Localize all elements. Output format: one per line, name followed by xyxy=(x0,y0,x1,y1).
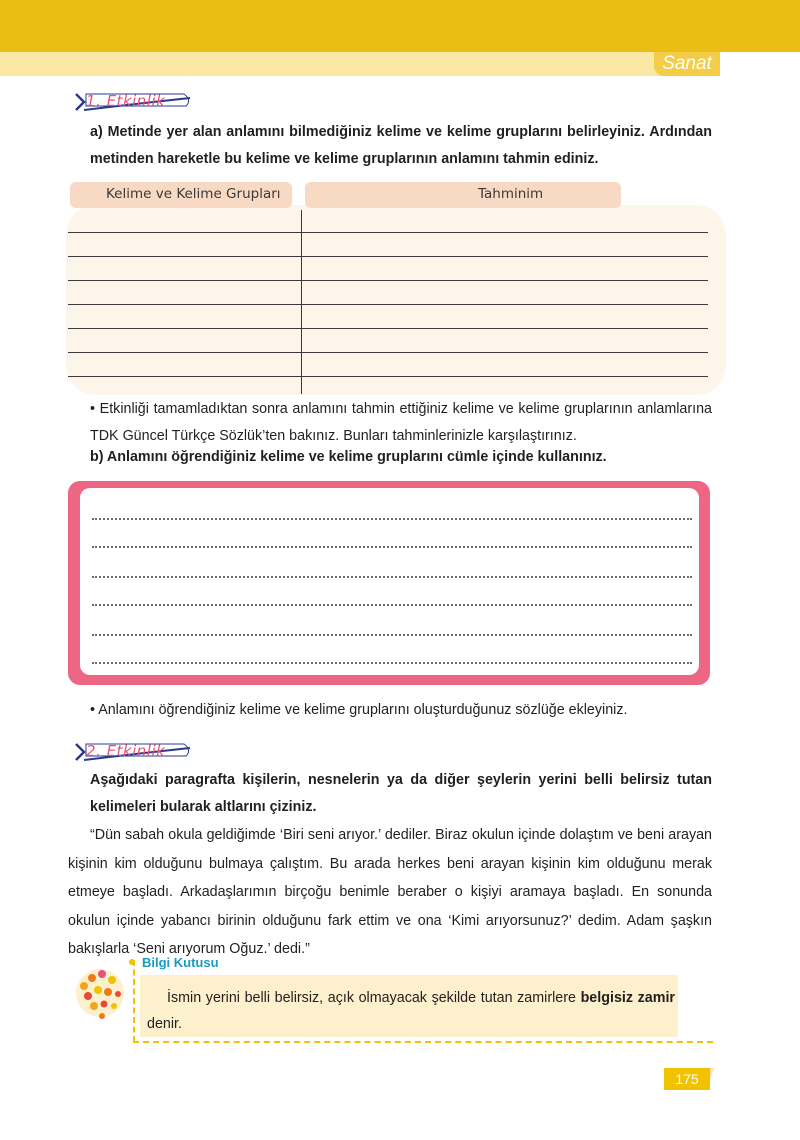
table-row-line xyxy=(68,280,708,281)
activity2-title-text: 2. Etkinlik xyxy=(86,742,166,760)
col2-brush xyxy=(305,182,621,208)
writing-line[interactable] xyxy=(92,576,692,578)
info-box-dashed-border xyxy=(133,960,135,1042)
table-divider xyxy=(301,210,302,394)
table-row-line xyxy=(68,376,708,377)
info-bubbles-icon xyxy=(74,962,130,1024)
info-text-part: İsmin yerini belli belirsiz, açık olmayacak şekilde tutan zamirlere xyxy=(167,990,581,1006)
writing-box[interactable] xyxy=(80,488,699,675)
table-row-line xyxy=(68,232,708,233)
header-band xyxy=(0,0,800,52)
table-col2-header: Tahminim xyxy=(478,186,544,202)
activity1-title-text: 1. Etkinlik xyxy=(86,92,166,110)
writing-line[interactable] xyxy=(92,546,692,548)
activity1-task-a: a) Metinde yer alan anlamını bilmediğiniz kelime ve kelime gruplarını belirleyiniz. Ardından metinden hareketle bu kelime ve kelime gruplarının anlamını tahmin ediniz. xyxy=(90,124,712,167)
info-box-title: Bilgi Kutusu xyxy=(142,955,219,970)
activity1-task-b: b) Anlamını öğrendiğiniz kelime ve kelime gruplarını cümle içinde kullanınız. xyxy=(90,449,607,465)
table-row-line xyxy=(68,352,708,353)
table-col1-header: Kelime ve Kelime Grupları xyxy=(106,186,281,202)
header-subband xyxy=(0,52,720,76)
table-row-line xyxy=(68,256,708,257)
table-row-line xyxy=(68,328,708,329)
activity2-paragraph: “Dün sabah okula geldiğimde ‘Biri seni arıyor.’ dediler. Biraz okulun içinde dolaştım ve beni arayan kişinin kim olduğunu bulmaya çalıştım. Bu arada herkes beni arayan kişinin kim olduğunu merak etmeye başladı. Arkadaşlarımın birçoğu benimle beraber o kişiyi aramaya başladı. En sonunda okulun içinde yabancı birinin olduğunu fark ettim ve ona ‘Kimi arıyorsunuz?’ dedim. Adam şaşkın bakışlarla ‘Seni arıyorum Oğuz.’ dedi.” xyxy=(68,827,712,957)
writing-line[interactable] xyxy=(92,604,692,606)
info-term: belgisiz zamir xyxy=(580,990,675,1006)
writing-line[interactable] xyxy=(92,518,692,520)
activity1-note2: • Anlamını öğrendiğiniz kelime ve kelime gruplarını oluşturduğunuz sözlüğe ekleyiniz. xyxy=(90,702,628,718)
info-box-text xyxy=(147,985,675,1037)
page-number: 175 xyxy=(664,1068,710,1090)
table-row-line xyxy=(68,304,708,305)
writing-line[interactable] xyxy=(92,634,692,636)
activity1-note1: • Etkinliği tamamladıktan sonra anlamını tahmin ettiğiniz kelime ve kelime gruplarının anlamlarına TDK Güncel Türkçe Sözlük’ten bakınız. Bunları tahminlerinizle karşılaştırınız. xyxy=(90,401,712,444)
writing-line[interactable] xyxy=(92,662,692,664)
activity1-title xyxy=(74,90,194,114)
subject-tag: Sanat xyxy=(654,52,720,76)
sparkle-icon xyxy=(126,956,138,968)
table-background xyxy=(66,205,726,395)
info-box-dashed-border xyxy=(133,1041,713,1043)
activity2-title xyxy=(74,740,194,764)
info-text-part: denir. xyxy=(147,1016,182,1032)
activity2-task: Aşağıdaki paragrafta kişilerin, nesnelerin ya da diğer şeylerin yerini belli belirsiz tutan kelimeleri bularak altlarını çiziniz. xyxy=(90,772,712,815)
